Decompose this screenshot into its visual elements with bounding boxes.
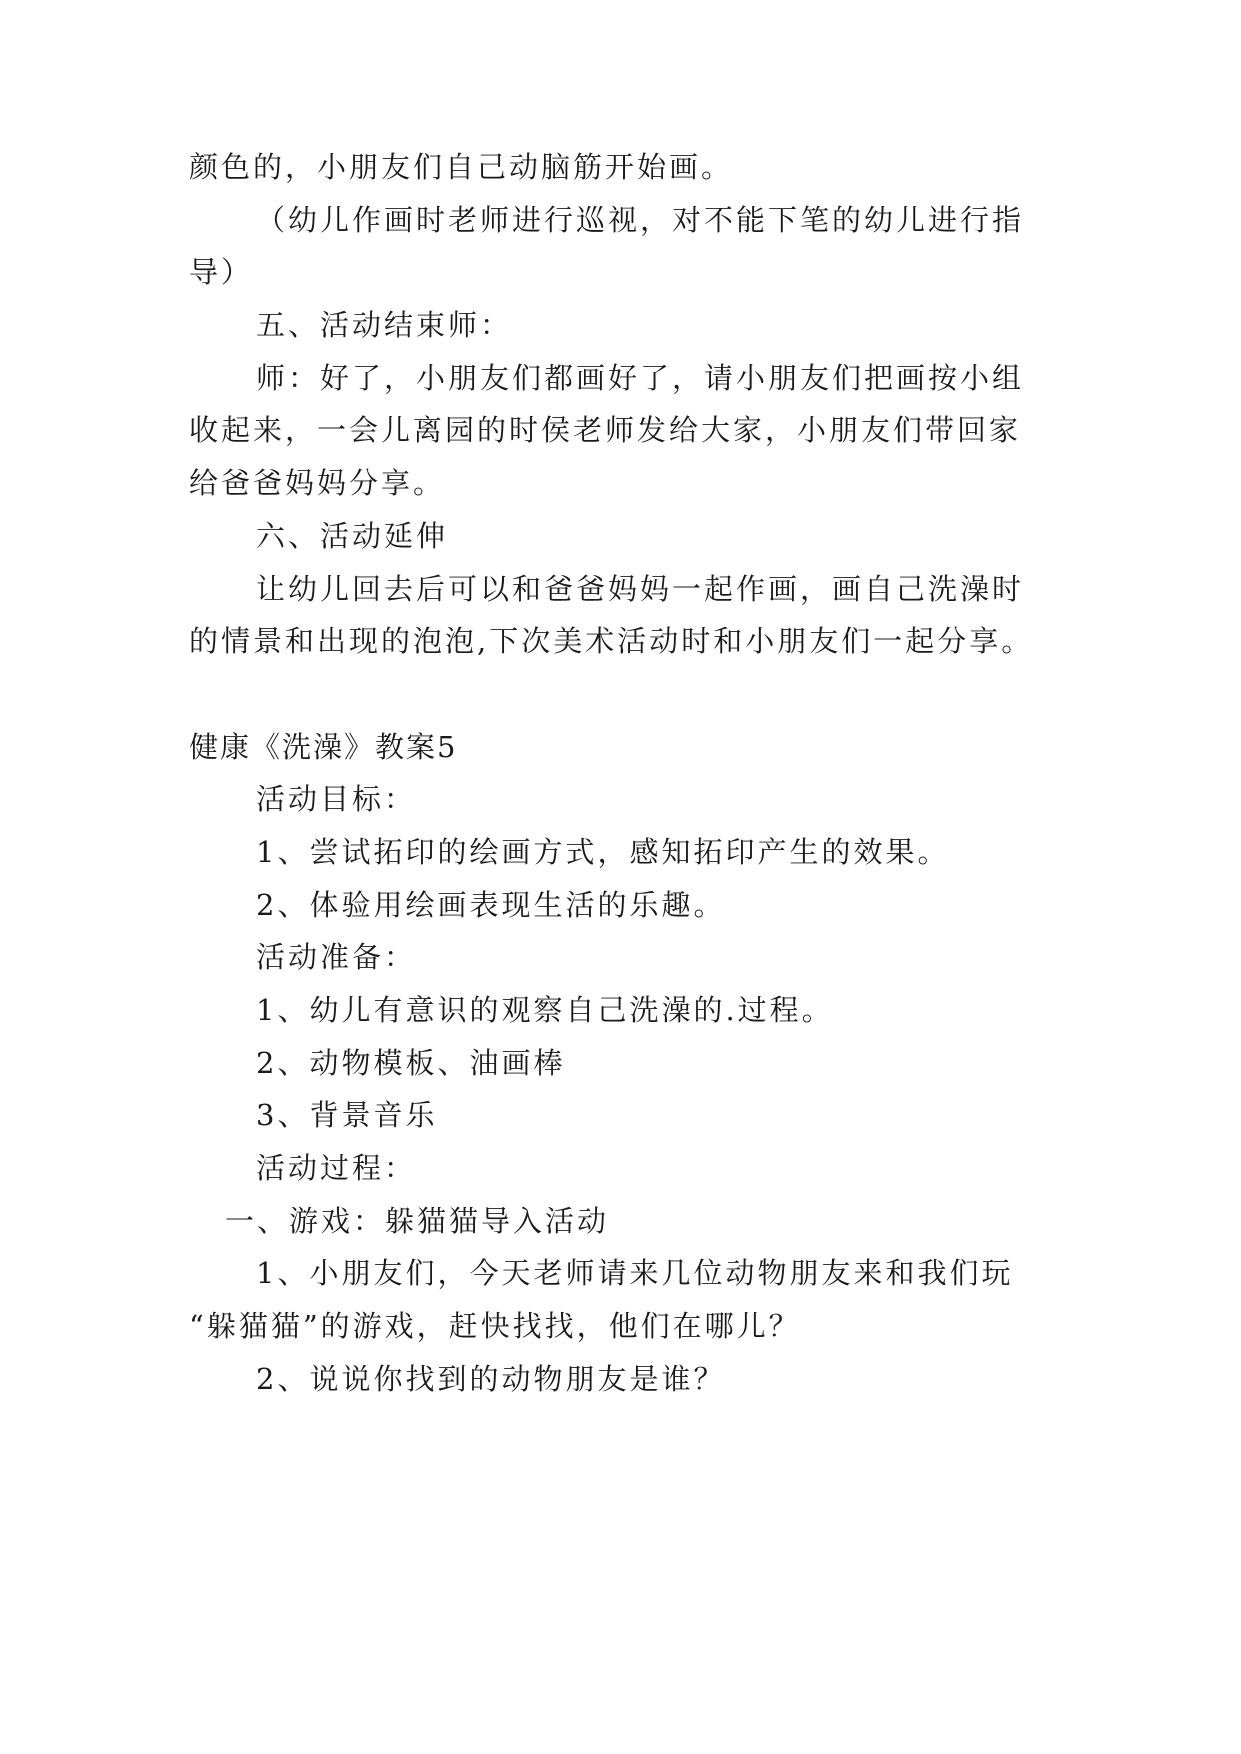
section-heading: 活动准备：: [256, 940, 417, 974]
list-item: 1、尝试拓印的绘画方式，感知拓印产生的效果。: [256, 835, 950, 869]
paragraph-line: 导）: [189, 255, 254, 289]
document-title: 健康《洗澡》教案5: [189, 730, 458, 764]
list-item: 2、动物模板、油画棒: [256, 1046, 566, 1080]
paragraph-line: 师：好了，小朋友们都画好了，请小朋友们把画按小组: [256, 361, 1025, 395]
list-item: 2、说说你找到的动物朋友是谁？: [256, 1362, 726, 1396]
list-item: 1、幼儿有意识的观察自己洗澡的.过程。: [256, 993, 834, 1027]
list-item: 1、小朋友们，今天老师请来几位动物朋友来和我们玩: [256, 1256, 1014, 1290]
list-item: 2、体验用绘画表现生活的乐趣。: [256, 888, 726, 922]
section-heading: 活动过程：: [256, 1151, 417, 1185]
section-heading: 一、游戏：躲猫猫导入活动: [225, 1204, 610, 1238]
section-heading: 六、活动延伸: [256, 519, 449, 553]
paragraph-line: 让幼儿回去后可以和爸爸妈妈一起作画，画自己洗澡时: [256, 572, 1025, 606]
paragraph-line: “躲猫猫”的游戏，赶快找找，他们在哪儿？: [189, 1309, 801, 1343]
section-heading: 活动目标：: [256, 782, 417, 816]
paragraph-line: 收起来，一会儿离园的时侯老师发给大家，小朋友们带回家: [189, 413, 1022, 447]
paragraph-line: 给爸爸妈妈分享。: [189, 466, 446, 500]
paragraph-line: 颜色的，小朋友们自己动脑筋开始画。: [189, 150, 734, 184]
paragraph-line: 的情景和出现的泡泡,下次美术活动时和小朋友们一起分享。: [189, 624, 1034, 658]
list-item: 3、背景音乐: [256, 1098, 438, 1132]
paragraph-line: （幼儿作画时老师进行巡视，对不能下笔的幼儿进行指: [256, 203, 1025, 237]
section-heading: 五、活动结束师：: [256, 308, 513, 342]
